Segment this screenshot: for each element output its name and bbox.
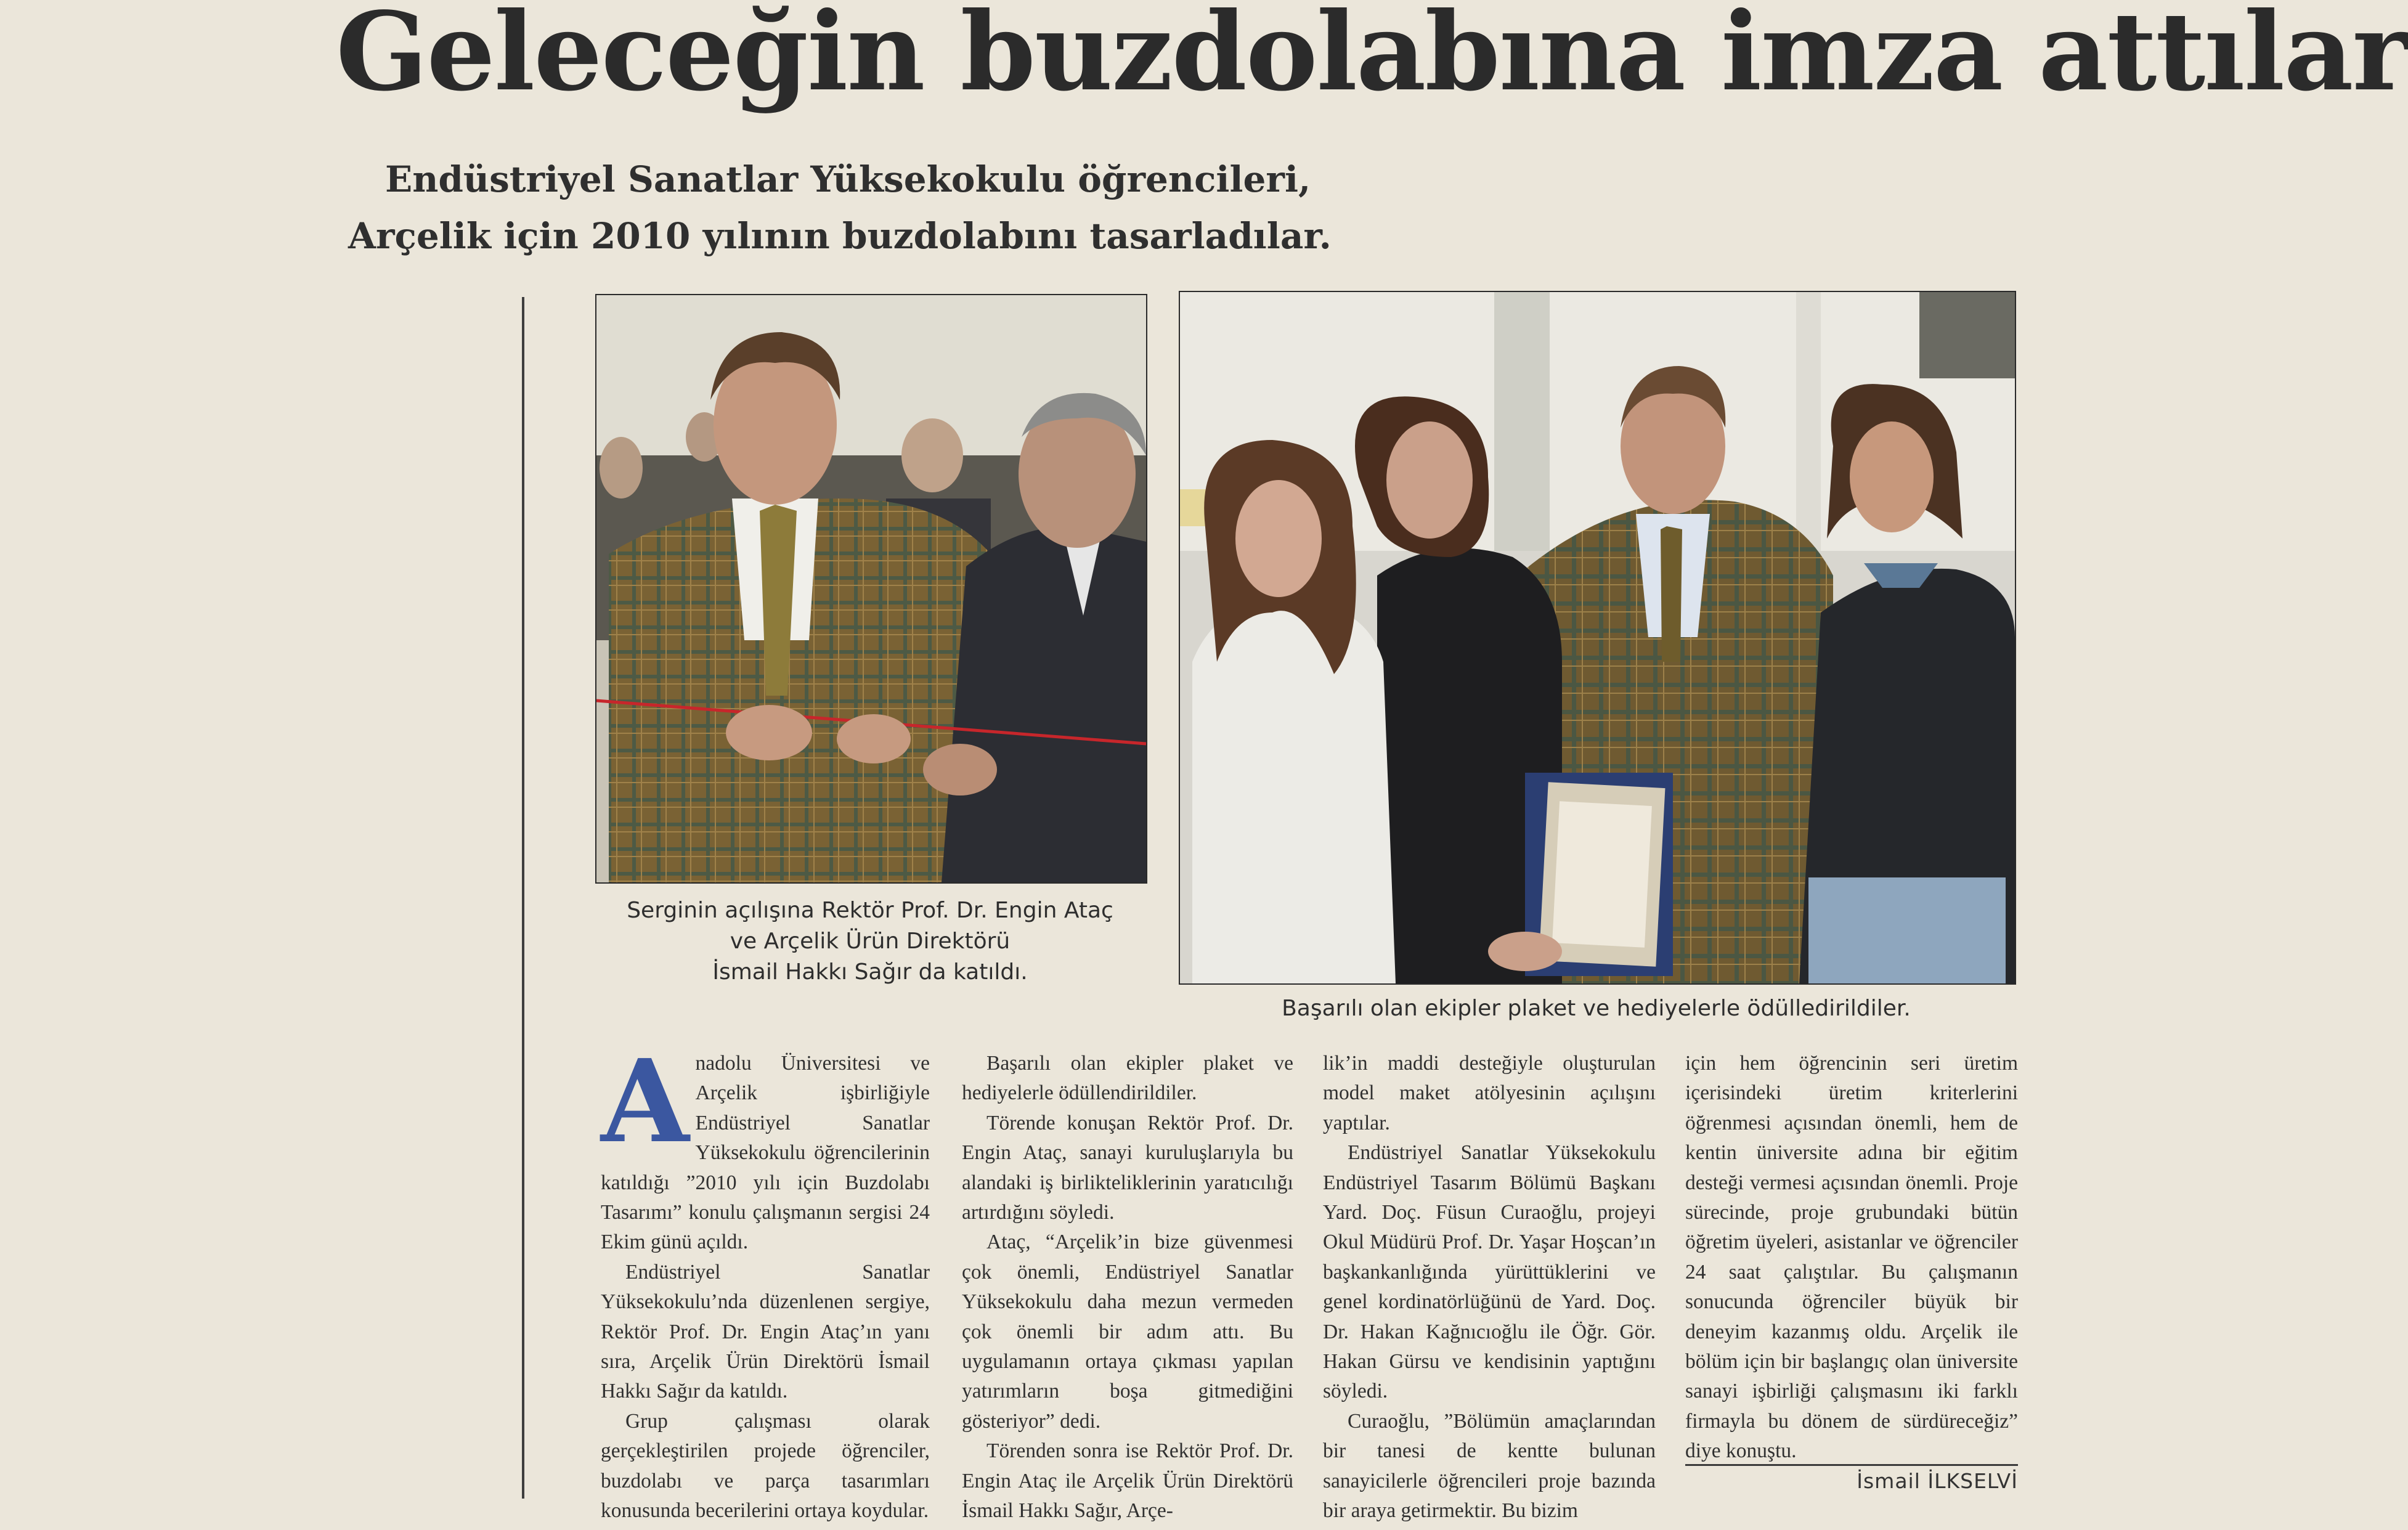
article-col2-p1: Başarılı olan ekipler plaket ve hediyelerle ödüllendirildiler.	[962, 1052, 1293, 1105]
article-col1-p1: nadolu Üniversitesi ve Arçelik işbirliğiyle Endüstriyel Sanatlar Yüksekokulu öğrencilerinin katıldığı ”2010 yılı için Buzdolabı Tasarımı” konulu çalışmanın sergisi 24 Ekim günü açıldı.	[601, 1052, 930, 1254]
article-col4-p1: için hem öğrencinin seri üretim içerisindeki üretim kriterlerini öğrenmesi açısından önemli, hem de kentin üniversite adına bir eğitim desteği vermesi açısından önemli. Proje sürecinde, proje grubundaki bütün öğretim üyeleri, asistanlar ve öğrenciler 24 saat çalıştılar. Bu çalışmanın sonucunda öğrenciler büyük bir deneyim kazanmış oldu. Arçelik ile bölüm için bir başlangıç olan üniversite sanayi işbirliği çalışmasını iki farklı firmayla bu dönem de sürdüreceğiz” diye konuştu.	[1685, 1052, 2018, 1463]
column-rule	[522, 297, 524, 1499]
article-column-1	[601, 1034, 930, 1526]
photo-award-group	[1179, 291, 2016, 985]
article-col1-p3: Grup çalışması olarak gerçekleştirilen projede öğrenciler, buzdolabı ve parça tasarımları konusunda becerilerini ortaya koydular.	[601, 1409, 930, 1523]
article-col3-p1: lik’in maddi desteğiyle oluşturulan model maket atölyesinin açılışını yaptılar.	[1323, 1052, 1656, 1134]
article-column-3	[1323, 1049, 1656, 1526]
article-col3-p2: Endüstriyel Sanatlar Yüksekokulu Endüstriyel Tasarım Bölümü Başkanı Yard. Doç. Füsun Curaoğlu, projeyi Okul Müdürü Prof. Dr. Yaşar Hoşcan’ın başkankanlığında yürüttüklerini ve genel kordinatörlüğünü de Yard. Doç. Dr. Hakan Kağnıcıoğlu ile Öğr. Gör. Hakan Gürsu ve kendisinin yaptığını söyledi.	[1323, 1141, 1656, 1403]
photo-award-group-caption: Başarılı olan ekipler plaket ve hediyelerle ödülledirildiler.	[1282, 996, 1911, 1021]
subheadline	[348, 151, 1334, 264]
article-col2-p2: Törende konuşan Rektör Prof. Dr. Engin Ataç, sanayi kuruluşlarıyla bu alandaki iş birlikteliklerinin yaratıcılığı artırdığını söyledi.	[962, 1111, 1293, 1224]
article-column-2	[962, 1049, 1293, 1526]
article-column-4	[1685, 1049, 2018, 1465]
caption1-line-1: Serginin açılışına Rektör Prof. Dr. Engin Ataç	[627, 898, 1113, 923]
ribbon-cutting-illustration	[596, 295, 1146, 882]
article-col2-p3: Ataç, “Arçelik’in bize güvenmesi çok önemli, Endüstriyel Sanatlar Yüksekokulu daha mezun vermeden çok önemli bir adım attı. Bu uygulamanın ortaya çıkması yapılan yatırımların boşa gitmediğini gösteriyor” dedi.	[962, 1231, 1293, 1433]
byline-rule	[1685, 1464, 2018, 1466]
article-col1-p2: Endüstriyel Sanatlar Yüksekokulu’nda düzenlenen sergiye, Rektör Prof. Dr. Engin Ataç’ın yanı sıra, Arçelik Ürün Direktörü İsmail Hakkı Sağır da katıldı.	[601, 1260, 930, 1403]
byline: İsmail İLKSELVİ	[1857, 1469, 2018, 1493]
article-col2-p4: Törenden sonra ise Rektör Prof. Dr. Engin Ataç ile Arçelik Ürün Direktörü İsmail Hakkı Sağır, Arçe-	[962, 1439, 1293, 1523]
article-col3-p3: Curaoğlu, ”Bölümün amaçlarından bir tanesi de kentte bulunan sanayicilerle öğrencileri proje bazında bir araya getirmektir. Bu bizim	[1323, 1409, 1656, 1523]
dropcap: A	[601, 1034, 689, 1168]
caption1-line-2: ve Arçelik Ürün Direktörü	[730, 929, 1011, 954]
award-group-illustration	[1180, 292, 2015, 983]
photo-ribbon-cutting	[595, 294, 1147, 884]
article-paragraph	[601, 1034, 930, 1258]
caption1-line-3: İsmail Hakkı Sağır da katıldı.	[712, 959, 1028, 985]
subheadline-line-1: Endüstriyel Sanatlar Yüksekokulu öğrencileri,	[385, 158, 1311, 200]
photo-ribbon-cutting-caption	[595, 895, 1145, 988]
subheadline-line-2: Arçelik için 2010 yılının buzdolabını tasarladılar.	[348, 215, 1332, 257]
headline: Geleceğin buzdolabına imza attılar	[336, 0, 2408, 115]
